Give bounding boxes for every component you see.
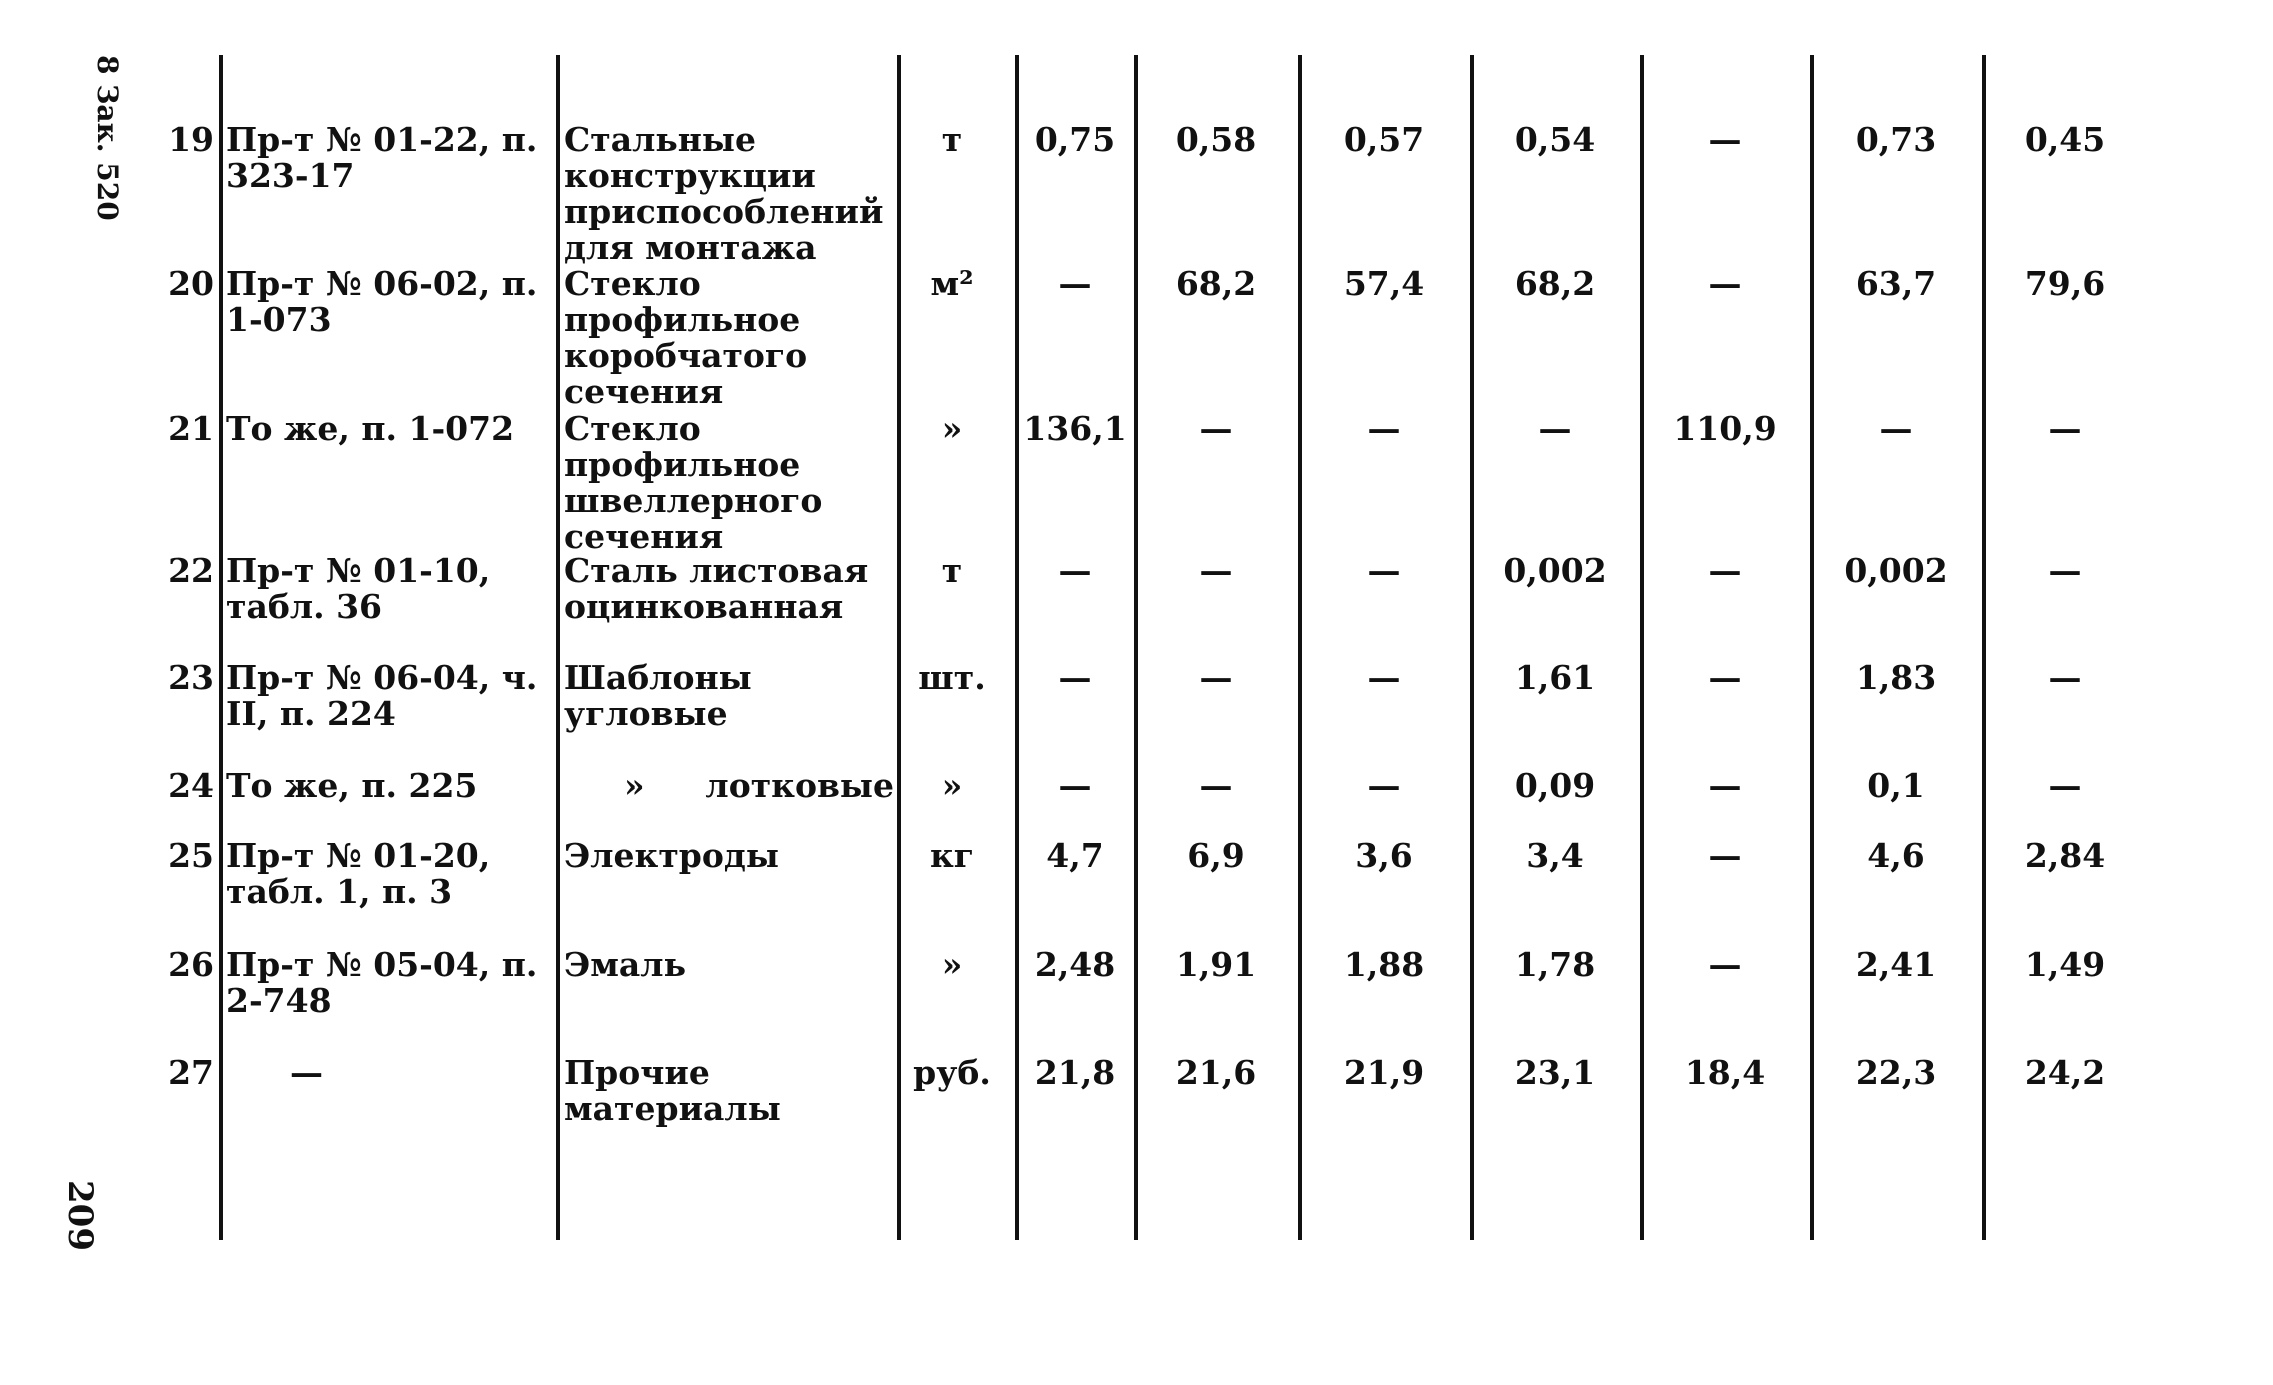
quantity-value: — (1708, 945, 1742, 984)
quantity-value: — (1058, 766, 1092, 805)
source-reference: Пр-т № 06-04, ч. II, п. 224 (226, 658, 538, 733)
quantity-value: — (1058, 658, 1092, 697)
quantity-value: 1,83 (1855, 658, 1937, 697)
quantity-value: 0,75 (1034, 120, 1116, 159)
quantity-value: 24,2 (2024, 1053, 2106, 1092)
source-reference: Пр-т № 05-04, п. 2-748 (226, 945, 538, 1020)
quantity-value: 1,88 (1343, 945, 1425, 984)
quantity-value: — (1367, 658, 1401, 697)
quantity-value: — (1199, 409, 1233, 448)
quantity-value: 1,91 (1175, 945, 1257, 984)
unit-of-measure: руб. (913, 1053, 991, 1092)
quantity-value: 0,45 (2024, 120, 2106, 159)
quantity-value: 110,9 (1673, 409, 1777, 448)
quantity-value: 2,48 (1034, 945, 1116, 984)
source-reference: — (290, 1053, 323, 1092)
quantity-value: 57,4 (1343, 264, 1425, 303)
quantity-value: 1,61 (1514, 658, 1596, 697)
quantity-value: — (1708, 551, 1742, 590)
quantity-value: — (1538, 409, 1572, 448)
material-name: » лотковые (624, 766, 894, 805)
quantity-value: 22,3 (1855, 1053, 1937, 1092)
quantity-value: — (1199, 551, 1233, 590)
quantity-value: 23,1 (1514, 1053, 1596, 1092)
unit-of-measure: » (941, 766, 963, 805)
material-name: Сталь листовая оцинкованная (564, 551, 869, 626)
quantity-value: — (1367, 409, 1401, 448)
quantity-value: — (2048, 409, 2082, 448)
material-name: Стекло профильное швеллерного сечения (564, 409, 823, 556)
quantity-value: 2,84 (2024, 836, 2106, 875)
quantity-value: 0,54 (1514, 120, 1596, 159)
quantity-value: 0,57 (1343, 120, 1425, 159)
material-name: Стекло профильное коробчатого сечения (564, 264, 808, 411)
quantity-value: 21,6 (1175, 1053, 1257, 1092)
quantity-value: — (1708, 120, 1742, 159)
quantity-value: — (1879, 409, 1913, 448)
quantity-value: 68,2 (1514, 264, 1596, 303)
quantity-value: 68,2 (1175, 264, 1257, 303)
row-number: 20 (168, 264, 214, 303)
quantity-value: 18,4 (1684, 1053, 1766, 1092)
quantity-value: — (1199, 658, 1233, 697)
quantity-value: 21,8 (1034, 1053, 1116, 1092)
column-rule (1640, 55, 1644, 1240)
page-number: 209 (60, 1180, 100, 1251)
quantity-value: — (1708, 658, 1742, 697)
column-rule (1470, 55, 1474, 1240)
quantity-value: — (2048, 766, 2082, 805)
row-number: 27 (168, 1053, 214, 1092)
row-number: 26 (168, 945, 214, 984)
column-rule (556, 55, 560, 1240)
quantity-value: — (1708, 836, 1742, 875)
quantity-value: 4,7 (1046, 836, 1104, 875)
quantity-value: 1,78 (1514, 945, 1596, 984)
quantity-value: — (2048, 658, 2082, 697)
row-number: 24 (168, 766, 214, 805)
quantity-value: 21,9 (1343, 1053, 1425, 1092)
quantity-value: 6,9 (1187, 836, 1245, 875)
source-reference: Пр-т № 01-20, табл. 1, п. 3 (226, 836, 491, 911)
quantity-value: — (1708, 264, 1742, 303)
unit-of-measure: » (941, 945, 963, 984)
row-number: 19 (168, 120, 214, 159)
material-name: Стальные конструкции приспособлений для монтажа (564, 120, 884, 267)
quantity-value: — (2048, 551, 2082, 590)
quantity-value: — (1199, 766, 1233, 805)
source-reference: Пр-т № 01-10, табл. 36 (226, 551, 491, 626)
quantity-value: 3,6 (1355, 836, 1413, 875)
source-reference: Пр-т № 06-02, п. 1-073 (226, 264, 538, 339)
column-rule (1298, 55, 1302, 1240)
quantity-value: 0,002 (1503, 551, 1607, 590)
quantity-value: — (1058, 551, 1092, 590)
quantity-value: 0,58 (1175, 120, 1257, 159)
quantity-value: 3,4 (1526, 836, 1584, 875)
row-number: 23 (168, 658, 214, 697)
unit-of-measure: т (941, 120, 963, 159)
material-name: Эмаль (564, 945, 686, 984)
quantity-value: — (1708, 766, 1742, 805)
quantity-value: 4,6 (1867, 836, 1925, 875)
material-name: Шаблоны угловые (564, 658, 752, 733)
quantity-value: 1,49 (2024, 945, 2106, 984)
quantity-value: 79,6 (2024, 264, 2106, 303)
quantity-value: — (1367, 766, 1401, 805)
column-rule (219, 55, 223, 1240)
quantity-value: 136,1 (1023, 409, 1127, 448)
row-number: 21 (168, 409, 214, 448)
unit-of-measure: » (941, 409, 963, 448)
unit-of-measure: кг (929, 836, 975, 875)
material-name: Электроды (564, 836, 779, 875)
quantity-value: 0,002 (1844, 551, 1948, 590)
source-reference: Пр-т № 01-22, п. 323-17 (226, 120, 538, 195)
row-number: 22 (168, 551, 214, 590)
quantity-value: 2,41 (1855, 945, 1937, 984)
quantity-value: — (1367, 551, 1401, 590)
quantity-value: 0,73 (1855, 120, 1937, 159)
source-reference: То же, п. 225 (226, 766, 478, 805)
quantity-value: 0,09 (1514, 766, 1596, 805)
source-reference: То же, п. 1-072 (226, 409, 515, 448)
quantity-value: 63,7 (1855, 264, 1937, 303)
quantity-value: — (1058, 264, 1092, 303)
material-name: Прочие материалы (564, 1053, 781, 1128)
unit-of-measure: шт. (918, 658, 986, 697)
order-note: 8 Зак. 520 (91, 55, 124, 221)
row-number: 25 (168, 836, 214, 875)
unit-of-measure: м² (930, 264, 974, 303)
quantity-value: 0,1 (1867, 766, 1925, 805)
column-rule (1810, 55, 1814, 1240)
unit-of-measure: т (941, 551, 963, 590)
column-rule (897, 55, 901, 1240)
